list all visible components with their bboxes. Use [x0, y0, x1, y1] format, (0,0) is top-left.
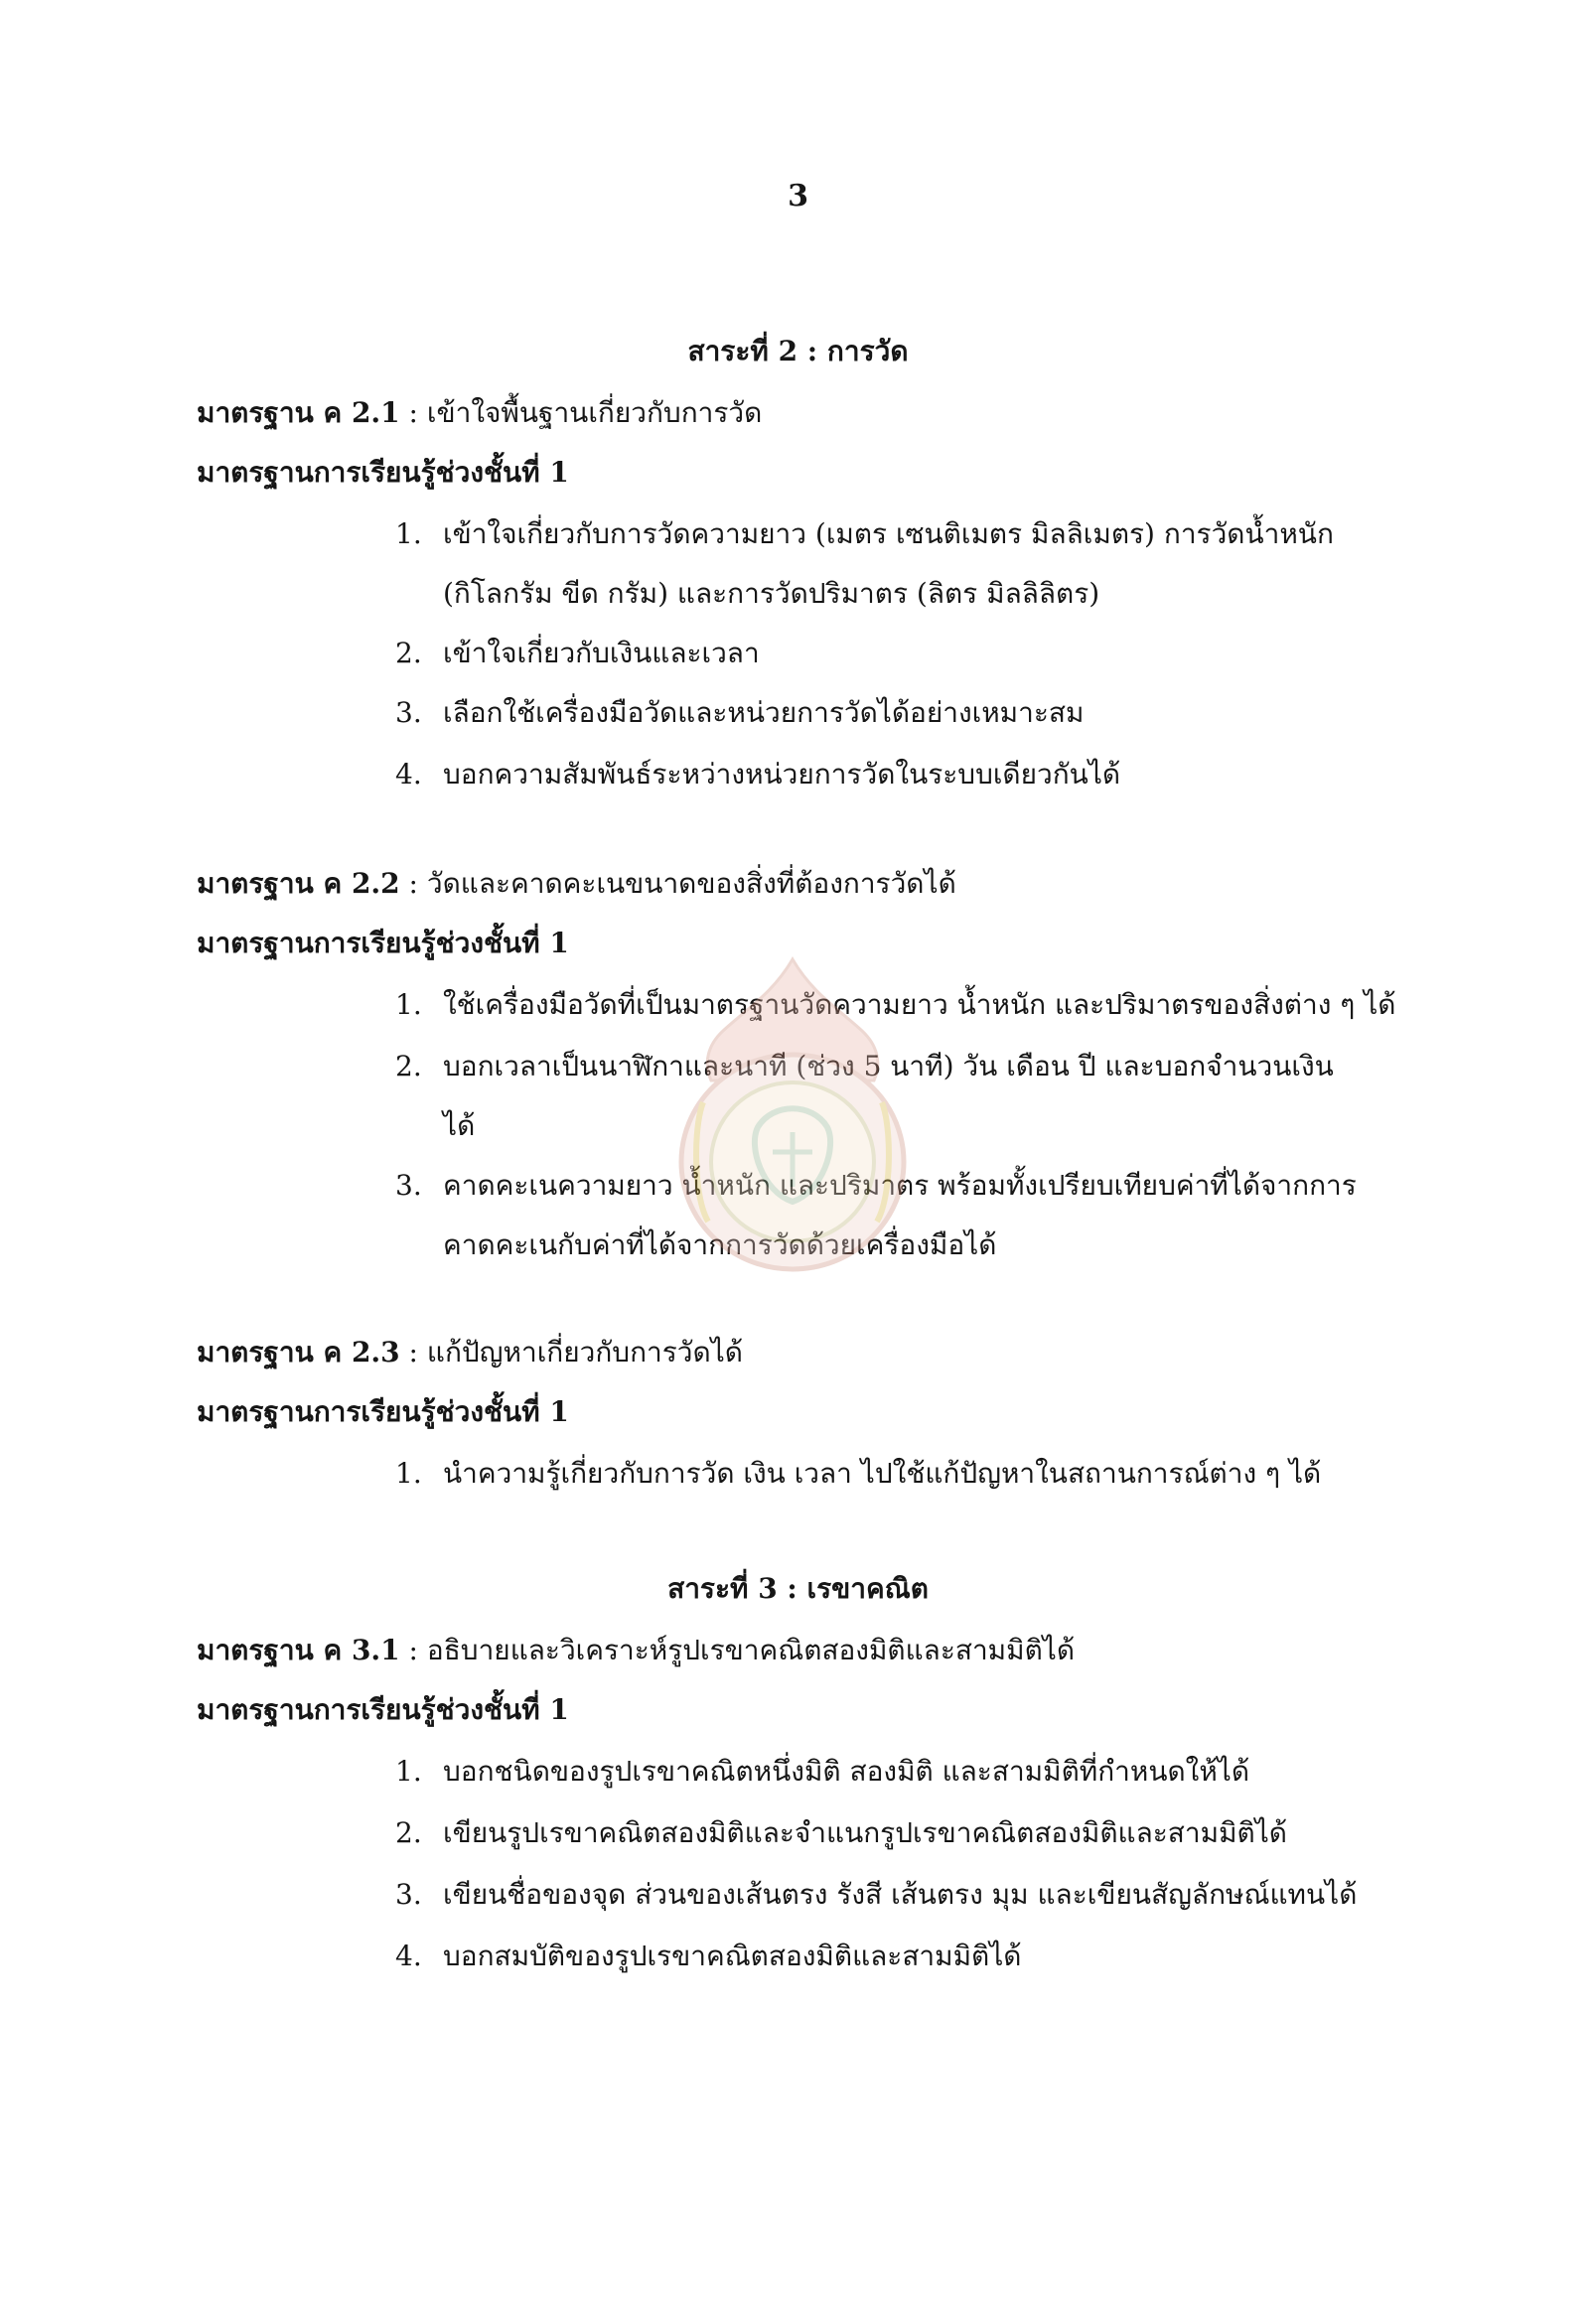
section-2-title: สาระที่ 2 : การวัด — [687, 335, 909, 367]
list-item-number: 2. — [395, 1050, 422, 1082]
list-item-number: 2. — [395, 637, 422, 669]
standard-2-3 — [197, 1333, 743, 1372]
list-item: เขียนชื่อของจุด ส่วนของเส้นตรง รังสี เส้นตรง มุม และเขียนสัญลักษณ์แทนได้ — [443, 1878, 1358, 1911]
list-item: เข้าใจเกี่ยวกับการวัดความยาว (เมตร เซนติเมตร มิลลิเมตร) การวัดน้ำหนัก — [443, 517, 1334, 550]
list-item: เข้าใจเกี่ยวกับเงินและเวลา — [443, 637, 760, 669]
standard-label: มาตรฐาน ค 2.3 — [197, 1336, 400, 1368]
standard-label: มาตรฐาน ค 2.1 — [197, 396, 400, 429]
standard-2-1 — [197, 393, 762, 433]
learning-standard-heading: มาตรฐานการเรียนรู้ช่วงชั้นที่ 1 — [197, 927, 569, 959]
list-item-continuation: (กิโลกรัม ขีด กรัม) และการวัดปริมาตร (ลิตร มิลลิลิตร) — [443, 577, 1100, 610]
list-item: บอกความสัมพันธ์ระหว่างหน่วยการวัดในระบบเดียวกันได้ — [443, 758, 1121, 791]
learning-standard-heading: มาตรฐานการเรียนรู้ช่วงชั้นที่ 1 — [197, 1395, 569, 1428]
list-item-number: 3. — [395, 1169, 422, 1202]
standard-3-1 — [197, 1631, 1075, 1670]
list-item: ใช้เครื่องมือวัดที่เป็นมาตรฐานวัดความยาว น้ำหนัก และปริมาตรของสิ่งต่าง ๆ ได้ — [443, 988, 1396, 1021]
list-item: บอกสมบัติของรูปเรขาคณิตสองมิติและสามมิติได้ — [443, 1940, 1022, 1972]
learning-standard-heading: มาตรฐานการเรียนรู้ช่วงชั้นที่ 1 — [197, 1693, 569, 1726]
page-number: 3 — [788, 179, 808, 214]
standard-label: มาตรฐาน ค 2.2 — [197, 867, 400, 900]
learning-standard-heading: มาตรฐานการเรียนรู้ช่วงชั้นที่ 1 — [197, 456, 569, 489]
list-item-number: 3. — [395, 696, 422, 729]
section-3-title: สาระที่ 3 : เรขาคณิต — [667, 1572, 929, 1605]
list-item-number: 1. — [395, 1457, 422, 1490]
list-item-continuation: คาดคะเนกับค่าที่ได้จากการวัดด้วยเครื่องมือได้ — [443, 1228, 997, 1261]
list-item-number: 4. — [395, 758, 422, 791]
list-item: นำความรู้เกี่ยวกับการวัด เงิน เวลา ไปใช้แก้ปัญหาในสถานการณ์ต่าง ๆ ได้ — [443, 1457, 1322, 1490]
list-item: เขียนรูปเรขาคณิตสองมิติและจำแนกรูปเรขาคณิตสองมิติและสามมิติได้ — [443, 1816, 1287, 1849]
standard-description: : วัดและคาดคะเนขนาดของสิ่งที่ต้องการวัดได้ — [399, 867, 956, 900]
standard-description: : อธิบายและวิเคราะห์รูปเรขาคณิตสองมิติและสามมิติได้ — [399, 1634, 1076, 1666]
list-item-number: 1. — [395, 517, 422, 550]
standard-label: มาตรฐาน ค 3.1 — [197, 1634, 400, 1666]
list-item: บอกชนิดของรูปเรขาคณิตหนึ่งมิติ สองมิติ และสามมิติที่กำหนดให้ได้ — [443, 1755, 1250, 1788]
list-item-number: 1. — [395, 988, 422, 1021]
standard-2-2 — [197, 864, 956, 904]
list-item-number: 3. — [395, 1878, 422, 1911]
list-item: บอกเวลาเป็นนาฬิกาและนาที (ช่วง 5 นาที) วัน เดือน ปี และบอกจำนวนเงิน — [443, 1050, 1334, 1082]
standard-description: : เข้าใจพื้นฐานเกี่ยวกับการวัด — [399, 396, 763, 429]
list-item: คาดคะเนความยาว น้ำหนัก และปริมาตร พร้อมทั้งเปรียบเทียบค่าที่ได้จากการ — [443, 1169, 1357, 1202]
list-item-number: 1. — [395, 1755, 422, 1788]
list-item-continuation: ได้ — [443, 1109, 476, 1142]
standard-description: : แก้ปัญหาเกี่ยวกับการวัดได้ — [399, 1336, 743, 1368]
list-item-number: 2. — [395, 1816, 422, 1849]
list-item-number: 4. — [395, 1940, 422, 1972]
list-item: เลือกใช้เครื่องมือวัดและหน่วยการวัดได้อย่างเหมาะสม — [443, 696, 1085, 729]
